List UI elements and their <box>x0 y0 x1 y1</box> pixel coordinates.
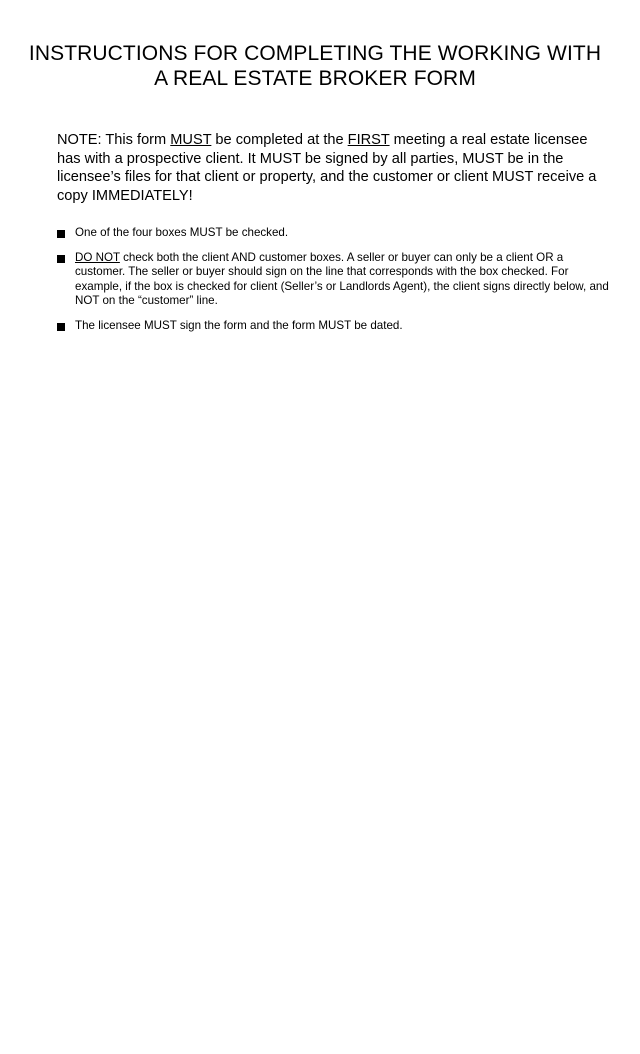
note-first-emphasis: FIRST <box>347 132 390 148</box>
square-bullet-icon <box>57 230 65 238</box>
list-item <box>57 319 613 333</box>
do-not-emphasis: DO NOT <box>75 251 120 265</box>
square-bullet-icon <box>57 323 65 331</box>
list-item-text: The licensee MUST sign the form and the form MUST be dated. <box>75 319 403 333</box>
note-paragraph <box>57 131 613 205</box>
list-item <box>57 226 613 240</box>
list-item <box>57 251 613 308</box>
note-rest: meeting a real estate licensee has with a prospective client. It MUST be signed by all parties, MUST be in the licensee’s files for that client or property, and the customer or client MUST receive a copy IMMEDIATELY! <box>57 132 597 204</box>
title-line-1: INSTRUCTIONS FOR COMPLETING THE WORKING WITH <box>28 42 602 65</box>
note-prefix: NOTE: This form <box>57 132 171 148</box>
list-item-text: check both the client AND customer boxes. A seller or buyer can only be a client OR a customer. The seller or buyer should sign on the line that corresponds with the box checked. For example, if the box is checked for client (Seller’s or Landlords Agent), the client signs directly below, and NOT on the “customer” line. <box>75 251 609 307</box>
note-must-emphasis: MUST <box>170 132 212 148</box>
title-line-2: A REAL ESTATE BROKER FORM <box>154 67 476 90</box>
note-middle: be completed at the <box>211 132 348 148</box>
square-bullet-icon <box>57 255 65 263</box>
list-item-text: One of the four boxes MUST be checked. <box>75 226 289 239</box>
page-title <box>10 41 620 91</box>
instruction-list <box>57 226 613 333</box>
